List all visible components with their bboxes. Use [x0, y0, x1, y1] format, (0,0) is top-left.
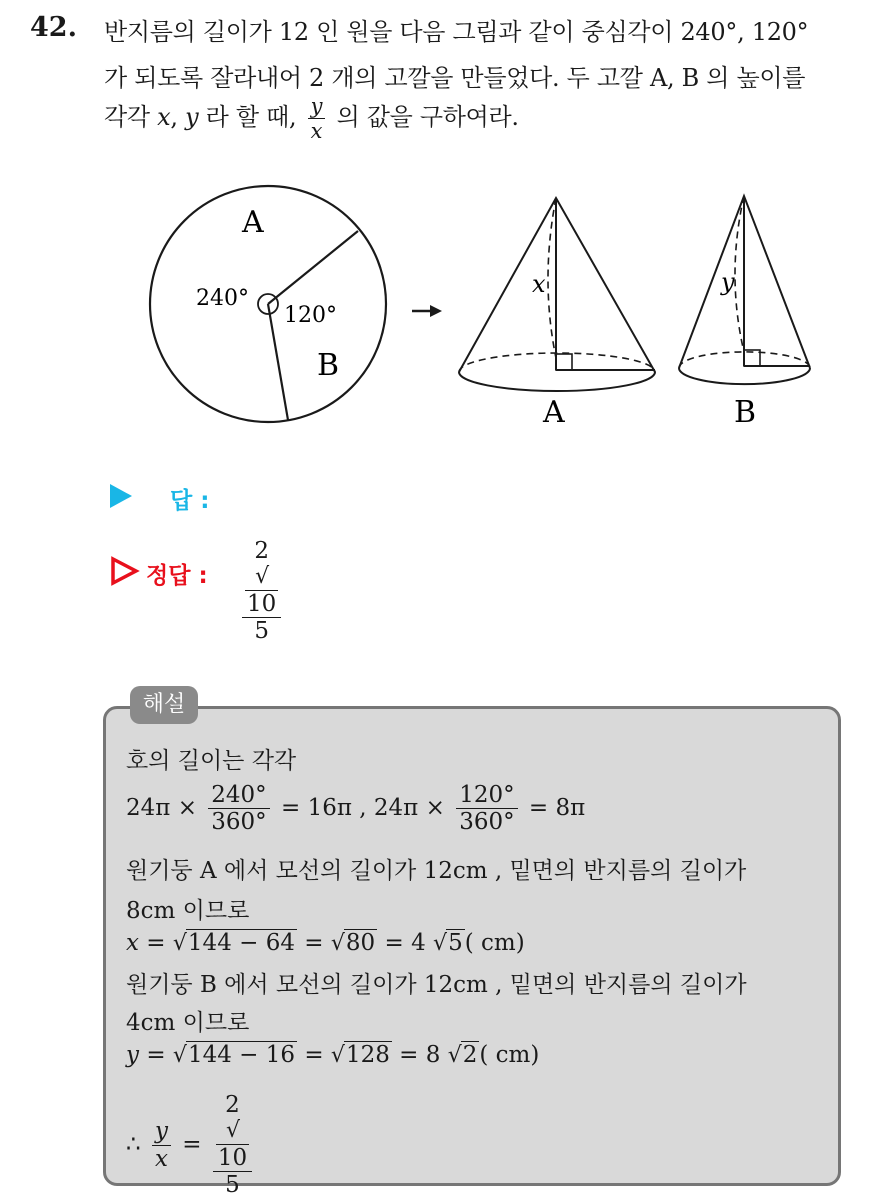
correct-arrow-icon [110, 556, 140, 586]
sol-l2-frac1-den: 360° [211, 809, 267, 836]
solution-tag: 해설 [130, 686, 198, 724]
sol-l2-frac-2 [456, 782, 517, 836]
sol-line-8: y = √144 − 16 = √128 = 8 √2( cm) [126, 1042, 540, 1068]
q3-text-c: 의 값을 구하여라. [336, 103, 519, 132]
q3-frac-num: y [308, 94, 326, 119]
sol-therefore: ∴ [126, 1131, 141, 1158]
correct-fraction [242, 538, 281, 645]
q3-fraction [308, 94, 326, 143]
sol-l8-d: ( cm) [479, 1042, 540, 1068]
sol-l9-frac-1 [152, 1118, 171, 1172]
sol-line-9 [126, 1092, 256, 1199]
sol-l8-a: = [146, 1042, 166, 1068]
sol-line-6: 원기둥 B 에서 모선의 길이가 12cm , 밑면의 반지름의 길이가 [126, 972, 747, 998]
q3-comma: , [170, 103, 178, 132]
sol-l8-rad3: 2 [462, 1042, 478, 1068]
transform-arrow-icon [430, 305, 442, 317]
radius-line-1 [268, 231, 358, 304]
correct-coef: 2 [254, 538, 269, 564]
sector-b-label: B [317, 348, 340, 383]
sol-l2-frac1-num: 240° [208, 782, 269, 809]
sol-l2-a: 24π × [126, 794, 197, 821]
q3-frac-den: x [310, 119, 323, 144]
figure [140, 180, 830, 440]
angle-240-label: 240° [196, 286, 249, 311]
angle-120-label: 120° [284, 303, 337, 328]
cone-a-right-angle [556, 354, 572, 370]
cone-a-height-label: x [532, 270, 546, 298]
sol-l9-den2: 5 [225, 1172, 240, 1199]
cone-b-label: B [734, 395, 757, 430]
sol-l9-den: x [154, 1145, 168, 1172]
sol-line-1: 호의 길이는 각각 [126, 748, 297, 774]
sol-l2-b: = 16π , 24π × [281, 794, 445, 821]
sol-l9-rad: 10 [217, 1144, 248, 1171]
sol-l8-rad2: 128 [345, 1042, 390, 1068]
correct-label: 정답 : [146, 563, 208, 589]
cone-a-height-dashed [548, 198, 556, 358]
sol-l5-rad3: 5 [448, 930, 463, 956]
cone-b-height-label: y [721, 268, 735, 296]
correct-frac-num: 2 √ 10 [242, 538, 281, 618]
correct-frac-den: 5 [254, 618, 269, 645]
sol-line-5: x = √144 − 64 = √80 = 4 √5( cm) [126, 930, 525, 956]
sector-a-label: A [242, 205, 264, 240]
sol-l2-frac-1 [208, 782, 269, 836]
question-line-1: 반지름의 길이가 12 인 원을 다음 그림과 같이 중심각이 240°, 120° [104, 18, 809, 46]
sol-l5-rad2: 80 [345, 930, 376, 956]
question-line-2: 가 되도록 잘라내어 2 개의 고깔을 만들었다. 두 고깔 A, B 의 높이를 [104, 64, 806, 92]
sol-l8-rad1: 144 − 16 [187, 1042, 295, 1068]
sol-line-2 [126, 782, 585, 836]
sol-l9-eq: = [182, 1131, 202, 1158]
cone-a-base-front [459, 372, 655, 391]
correct-radicand: 10 [247, 590, 277, 617]
sol-l8-var: y [126, 1042, 139, 1068]
cone-a-label: A [543, 395, 565, 430]
sol-line-7: 4cm 이므로 [126, 1010, 250, 1036]
q3-text-a: 각각 [104, 103, 150, 132]
sol-l2-frac2-den: 360° [459, 809, 515, 836]
sol-line-4: 8cm 이므로 [126, 898, 250, 924]
correct-answer-value [238, 538, 285, 645]
sol-l8-c: = 8 [399, 1042, 441, 1068]
sol-l5-var: x [126, 930, 139, 956]
cone-b-height-dashed [735, 196, 744, 352]
q3-var-x: x [157, 103, 171, 132]
sol-l5-b: = [304, 930, 324, 956]
sol-l9-frac2-num: 2 √ 10 [213, 1092, 252, 1172]
sol-l9-frac-2 [213, 1092, 252, 1199]
sol-l5-a: = [146, 930, 166, 956]
question-line-3 [104, 94, 519, 143]
sol-l9-num: y [152, 1118, 171, 1145]
sol-l5-c: = 4 [384, 930, 426, 956]
q3-text-b: 라 할 때, [205, 103, 297, 132]
sol-l2-frac2-num: 120° [456, 782, 517, 809]
sol-line-3: 원기둥 A 에서 모선의 길이가 12cm , 밑면의 반지름의 길이가 [126, 858, 747, 884]
sol-l2-c: = 8π [528, 794, 586, 821]
sol-l5-rad1: 144 − 64 [187, 930, 295, 956]
answer-arrow-icon [110, 484, 132, 508]
q3-var-y: y [185, 103, 199, 132]
sol-l9-coef: 2 [225, 1092, 240, 1118]
sol-l5-d: ( cm) [464, 930, 525, 956]
question-number: 42. [30, 12, 77, 43]
sol-l8-b: = [304, 1042, 324, 1068]
cone-b-base-front [679, 368, 810, 384]
answer-label: 답 : [170, 488, 210, 514]
